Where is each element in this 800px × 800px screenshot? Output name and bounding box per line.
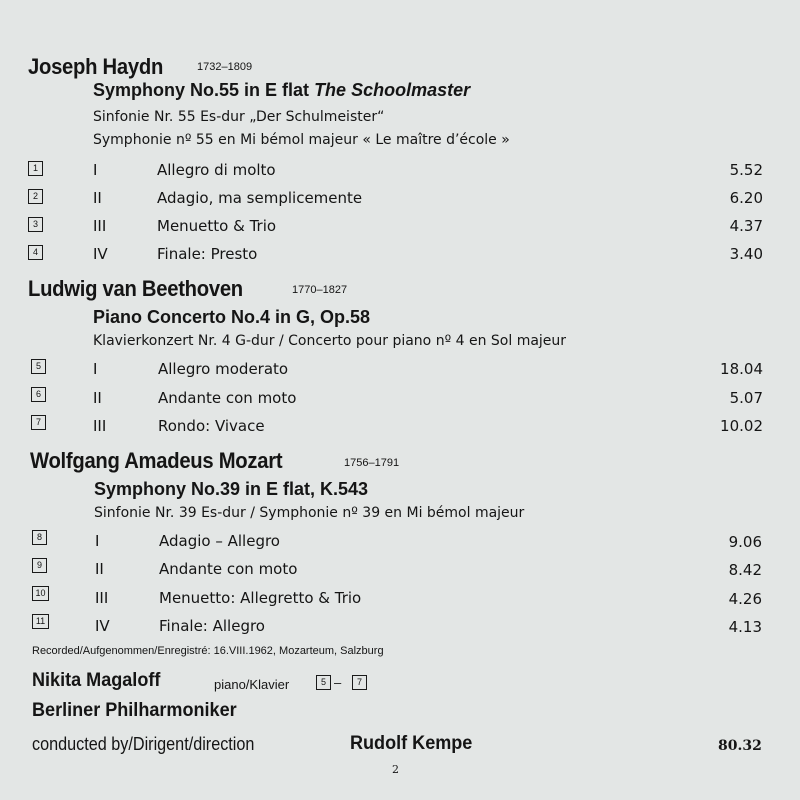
soloist-credit [32,670,167,692]
movement-numeral: III [93,217,107,235]
composer-dates: 1770–1827 [292,284,348,296]
movement-numeral: II [93,389,102,407]
track-duration: 4.13 [728,618,762,636]
movement-title: Andante con moto [158,389,297,407]
movement-title: Allegro moderato [158,360,289,378]
movement-title: Adagio, ma semplicemente [157,189,363,207]
movement-numeral: II [95,560,104,578]
total-time: 80.32 [718,738,762,754]
track-number-box: 5 [31,359,46,374]
work-subtitle: Sinfonie Nr. 55 Es-dur „Der Schulmeister“ [93,109,385,125]
movement-numeral: IV [93,245,108,263]
composer-name: Ludwig van Beethoven [28,276,243,301]
work-title: Piano Concerto No.4 in G, Op.58 [93,307,371,327]
track-duration: 4.26 [728,590,762,608]
track-number-box: 10 [32,586,49,601]
track-number-box: 3 [28,217,43,232]
movement-title: Allegro di molto [157,161,276,179]
movement-title: Menuetto: Allegretto & Trio [159,589,362,607]
work-title: Symphony No.55 in E flat The Schoolmaster [93,80,471,100]
movement-title: Andante con moto [159,560,298,578]
orchestra-name: Berliner Philharmoniker [32,700,237,721]
track-duration: 5.52 [729,161,763,179]
work-subtitle: Sinfonie Nr. 39 Es-dur / Symphonie nº 39 en Mi bémol majeur [94,505,525,521]
track-number-box: 6 [31,387,46,402]
movement-numeral: I [93,161,98,179]
track-duration: 8.42 [728,561,762,579]
recording-info: Recorded/Aufgenommen/Enregistré: 16.VIII.1962, Mozarteum, Salzburg [32,645,384,657]
composer-name: Wolfgang Amadeus Mozart [30,448,283,473]
composer-dates: 1732–1809 [197,61,253,73]
movement-title: Adagio – Allegro [159,532,280,550]
track-number-box: 1 [28,161,43,176]
composer-name: Joseph Haydn [28,54,164,79]
work-subtitle: Klavierkonzert Nr. 4 G-dur / Concerto pour piano nº 4 en Sol majeur [93,333,567,349]
page-number: 2 [392,763,399,776]
movement-numeral: IV [95,617,110,635]
track-duration: 18.04 [720,360,763,378]
track-duration: 10.02 [720,417,763,435]
soloist-role: piano/Klavier [214,677,290,692]
track-number-box: 11 [32,614,49,629]
track-duration: 4.37 [729,217,763,235]
track-number-box: 5 [316,675,331,690]
range-dash: – [334,675,342,690]
track-duration: 9.06 [728,533,762,551]
movement-numeral: I [95,532,100,550]
movement-numeral: II [93,189,102,207]
track-number-box: 9 [32,558,47,573]
soloist-name: Nikita Magaloff [32,670,161,691]
track-number-box: 7 [31,415,46,430]
movement-title: Finale: Presto [157,245,258,263]
track-number-box: 2 [28,189,43,204]
movement-numeral: III [93,417,107,435]
movement-numeral: I [93,360,98,378]
work-subtitle: Symphonie nº 55 en Mi bémol majeur « Le maître d’école » [93,132,510,148]
track-number-box: 7 [352,675,367,690]
conductor-prefix: conducted by/Dirigent/direction [32,734,255,754]
movement-title: Menuetto & Trio [157,217,277,235]
track-duration: 6.20 [729,189,763,207]
track-duration: 3.40 [729,245,763,263]
work-title: Symphony No.39 in E flat, K.543 [94,479,369,499]
track-number-box: 4 [28,245,43,260]
composer-dates: 1756–1791 [344,457,400,469]
track-duration: 5.07 [729,389,763,407]
conductor-name: Rudolf Kempe [350,733,473,754]
movement-title: Rondo: Vivace [158,417,265,435]
movement-title: Finale: Allegro [159,617,265,635]
track-number-box: 8 [32,530,47,545]
movement-numeral: III [95,589,109,607]
